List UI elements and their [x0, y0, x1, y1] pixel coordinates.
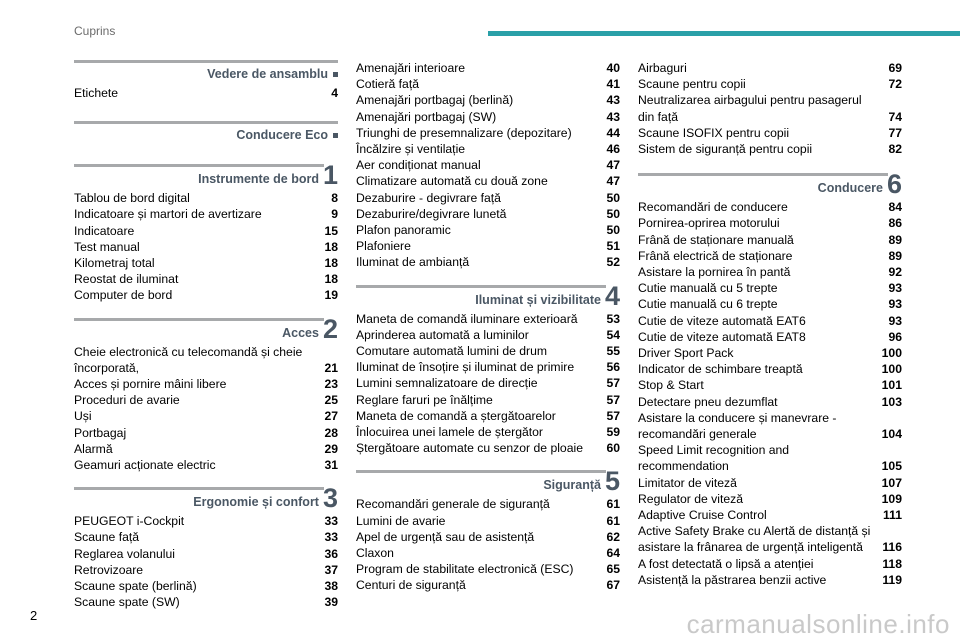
toc-entry[interactable] [638, 426, 902, 442]
section-heading [638, 169, 902, 200]
section-heading [356, 466, 620, 497]
toc-entry[interactable] [74, 376, 338, 392]
toc-entry-page: 33 [324, 530, 338, 545]
toc-entry-page: 18 [324, 256, 338, 271]
toc-entry-page: 31 [324, 458, 338, 473]
toc-entry[interactable] [74, 344, 338, 360]
toc-entry[interactable] [74, 255, 338, 271]
toc-entry[interactable] [74, 239, 338, 255]
toc-entry-label: asistare la frânarea de urgență inteligentă [638, 540, 863, 555]
toc-section [356, 60, 620, 271]
toc-entry-label: Scaune ISOFIX pentru copii [638, 125, 790, 140]
toc-entry-page: 25 [324, 393, 338, 408]
toc-entry-label: Uși [74, 409, 92, 424]
section-title: Ergonomie și confort [193, 495, 319, 510]
toc-entry-page: 116 [882, 540, 902, 555]
page-number: 2 [30, 608, 38, 623]
toc-entry[interactable] [74, 287, 338, 303]
section-heading [356, 280, 620, 311]
toc-entry[interactable] [356, 254, 620, 270]
toc-entry-label: Climatizare automată cu două zone [356, 174, 548, 189]
toc-entry[interactable] [638, 361, 902, 377]
toc-entry[interactable] [638, 199, 902, 215]
toc-entry-page: 54 [606, 327, 620, 342]
toc-column-1 [74, 60, 338, 610]
toc-entry-label: Recomandări generale de siguranță [356, 497, 550, 512]
toc-entry-label: Asistență la păstrarea benzii active [638, 572, 827, 587]
toc-entry-page: 67 [606, 578, 620, 593]
toc-entry-label: Amenajări portbagaj (berlină) [356, 93, 514, 108]
toc-entry-label: Portbagaj [74, 425, 127, 440]
toc-entry-label: Triunghi de presemnalizare (depozitare) [356, 125, 572, 140]
toc-entry[interactable] [638, 345, 902, 361]
toc-entry-label: Sistem de siguranță pentru copii [638, 142, 813, 157]
toc-entry-page: 50 [606, 223, 620, 238]
toc-entry[interactable] [638, 475, 902, 491]
section-heading [74, 483, 338, 514]
toc-entry[interactable] [356, 190, 620, 206]
toc-entry[interactable] [638, 92, 902, 108]
toc-entry-page: 111 [883, 508, 902, 523]
toc-entry-list [74, 190, 338, 303]
toc-entry-page: 4 [331, 86, 338, 100]
toc-entry[interactable] [74, 425, 338, 441]
toc-entry[interactable] [638, 377, 902, 393]
section-heading [74, 60, 338, 85]
toc-entry-page: 119 [882, 572, 902, 587]
toc-entry-label: Plafon panoramic [356, 223, 451, 238]
section-heading [74, 121, 338, 146]
toc-entry[interactable] [74, 441, 338, 457]
toc-entry-page: 19 [324, 288, 338, 303]
section-title: Conducere [817, 181, 883, 196]
toc-entry[interactable] [356, 125, 620, 141]
toc-entry-label: Program de stabilitate electronică (ESC) [356, 562, 574, 577]
toc-entry-page: 61 [606, 497, 620, 512]
toc-entry[interactable] [74, 594, 338, 610]
toc-entry[interactable] [356, 496, 620, 512]
toc-entry[interactable] [74, 206, 338, 222]
toc-entry-list [356, 60, 620, 271]
toc-entry-label: Limitator de viteză [638, 475, 737, 490]
toc-entry-label: Regulator de viteză [638, 491, 744, 506]
section-number: 3 [322, 483, 338, 514]
section-number: 2 [322, 313, 338, 344]
toc-entry[interactable] [638, 264, 902, 280]
toc-entry-page: 101 [881, 378, 902, 393]
section-number: 6 [886, 169, 902, 200]
toc-entry[interactable] [74, 223, 338, 239]
toc-entry-label: Aer condiționat manual [356, 158, 481, 173]
toc-entry-page: 9 [331, 207, 338, 222]
toc-entry-label: Acces și pornire mâini libere [74, 377, 227, 392]
toc-entry-page: 62 [606, 529, 620, 544]
toc-entry-label: Cotieră față [356, 77, 420, 92]
toc-entry-page: 89 [888, 248, 902, 263]
toc-entry[interactable] [356, 513, 620, 529]
toc-entry[interactable] [356, 343, 620, 359]
toc-entry-page: 61 [606, 513, 620, 528]
toc-entry[interactable] [638, 296, 902, 312]
toc-entry-label: Recomandări de conducere [638, 200, 788, 215]
toc-entry-label: Cheie electronică cu telecomandă și cheie [74, 344, 303, 359]
toc-entry-page: 50 [606, 206, 620, 221]
toc-entry-label: Geamuri acționate electric [74, 458, 216, 473]
toc-entry-page: 53 [606, 311, 620, 326]
toc-entry-page: 64 [606, 546, 620, 561]
toc-entry[interactable] [638, 556, 902, 572]
toc-entry-label: Kilometraj total [74, 256, 155, 271]
toc-entry-page: 40 [606, 61, 620, 75]
toc-entry-list [638, 60, 902, 157]
toc-entry-page: 8 [331, 191, 338, 206]
toc-entry-label: Ștergătoare automate cu senzor de ploaie [356, 441, 583, 456]
toc-entry-page: 60 [606, 441, 620, 456]
page-header-title: Cuprins [74, 24, 116, 38]
toc-entry-label: Stop & Start [638, 378, 704, 393]
toc-entry-label: Amenajări interioare [356, 61, 466, 75]
toc-entry[interactable] [356, 311, 620, 327]
toc-entry-page: 96 [888, 329, 902, 344]
toc-entry[interactable] [356, 157, 620, 173]
toc-entry-label: recommendation [638, 459, 729, 474]
toc-entry-label: Etichete [74, 86, 119, 100]
toc-entry-list [74, 513, 338, 610]
toc-entry-list [356, 496, 620, 593]
toc-entry[interactable] [356, 92, 620, 108]
toc-entry-label: Maneta de comandă iluminare exterioară [356, 311, 578, 326]
toc-entry-label: Apel de urgență sau de asistență [356, 529, 535, 544]
toc-entry[interactable] [74, 529, 338, 545]
toc-entry-page: 59 [606, 425, 620, 440]
toc-entry[interactable] [74, 457, 338, 473]
toc-entry-page: 72 [888, 77, 902, 92]
toc-entry-label: Cutie manuală cu 6 trepte [638, 297, 778, 312]
toc-entry-page: 38 [324, 579, 338, 594]
toc-entry[interactable] [356, 60, 620, 76]
toc-entry-page: 55 [606, 344, 620, 359]
toc-entry-page: 50 [606, 190, 620, 205]
section-rule [74, 121, 338, 124]
toc-entry[interactable] [356, 440, 620, 456]
toc-entry-page: 29 [324, 441, 338, 456]
toc-entry-list [356, 311, 620, 457]
toc-entry[interactable] [356, 577, 620, 593]
toc-entry-list [638, 199, 902, 588]
toc-entry-label: Lumini semnalizatoare de direcție [356, 376, 538, 391]
toc-entry-page: 44 [606, 125, 620, 140]
toc-entry-label: din față [638, 109, 678, 124]
header-accent-bar [488, 31, 960, 36]
toc-entry-label: Claxon [356, 546, 394, 561]
toc-entry-label: Adaptive Cruise Control [638, 508, 767, 523]
section-heading [74, 160, 338, 191]
toc-entry-label: Indicatoare și martori de avertizare [74, 207, 262, 222]
toc-entry-label: încorporată, [74, 360, 140, 375]
section-number: 1 [322, 160, 338, 191]
toc-entry-page: 39 [324, 595, 338, 610]
section-number: 4 [604, 280, 620, 311]
toc-entry-label: Indicator de schimbare treaptă [638, 362, 803, 377]
toc-entry[interactable] [638, 523, 902, 539]
toc-entry-page: 104 [881, 427, 902, 442]
toc-entry-label: PEUGEOT i-Cockpit [74, 514, 185, 529]
toc-entry-label: A fost detectată o lipsă a atenției [638, 556, 814, 571]
section-title: Siguranță [543, 478, 601, 493]
section-square-icon [333, 72, 338, 77]
toc-entry-page: 84 [888, 200, 902, 215]
toc-entry[interactable] [356, 222, 620, 238]
toc-entry-label: Maneta de comandă a ștergătoarelor [356, 408, 556, 423]
toc-entry-page: 89 [888, 232, 902, 247]
toc-entry-page: 77 [888, 125, 902, 140]
toc-entry[interactable] [638, 394, 902, 410]
toc-entry-label: Driver Sport Pack [638, 346, 734, 361]
toc-entry[interactable] [638, 539, 902, 555]
toc-entry[interactable] [356, 109, 620, 125]
toc-entry-page: 41 [606, 77, 620, 92]
toc-entry[interactable] [638, 232, 902, 248]
toc-entry[interactable] [638, 141, 902, 157]
toc-entry-label: Reostat de iluminat [74, 272, 179, 287]
toc-entry[interactable] [356, 545, 620, 561]
toc-entry-label: Retrovizoare [74, 562, 144, 577]
toc-entry-page: 27 [324, 409, 338, 424]
toc-section [74, 121, 338, 146]
toc-entry[interactable] [356, 173, 620, 189]
toc-entry-page: 74 [888, 109, 902, 124]
toc-entry[interactable] [638, 280, 902, 296]
toc-entry[interactable] [74, 360, 338, 376]
toc-entry-page: 69 [888, 61, 902, 75]
toc-entry-page: 23 [324, 377, 338, 392]
section-title: Instrumente de bord [198, 172, 319, 187]
toc-entry-label: recomandări generale [638, 427, 757, 442]
toc-entry[interactable] [356, 76, 620, 92]
toc-entry-page: 43 [606, 93, 620, 108]
toc-entry-label: Tablou de bord digital [74, 191, 190, 206]
toc-entry-label: Proceduri de avarie [74, 393, 180, 408]
toc-section [74, 483, 338, 610]
toc-column-3 [638, 60, 902, 588]
toc-entry[interactable] [74, 408, 338, 424]
toc-entry-label: Computer de bord [74, 288, 173, 303]
toc-entry[interactable] [356, 375, 620, 391]
toc-entry[interactable] [638, 458, 902, 474]
toc-entry-page: 107 [881, 475, 902, 490]
toc-entry-label: Scaune spate (berlină) [74, 579, 197, 594]
section-heading [74, 313, 338, 344]
toc-section [638, 169, 902, 588]
toc-entry[interactable] [356, 206, 620, 222]
toc-entry[interactable] [638, 572, 902, 588]
toc-entry[interactable] [638, 76, 902, 92]
section-title: Iluminat și vizibilitate [475, 292, 601, 307]
toc-entry-page: 47 [606, 158, 620, 173]
toc-entry-label: Test manual [74, 239, 140, 254]
toc-entry[interactable] [638, 491, 902, 507]
toc-entry-page: 21 [324, 360, 338, 375]
toc-section [638, 60, 902, 157]
section-title: Conducere Eco [236, 128, 328, 143]
toc-entry[interactable] [74, 392, 338, 408]
toc-entry-label: Amenajări portbagaj (SW) [356, 109, 497, 124]
toc-entry-label: Scaune spate (SW) [74, 595, 180, 610]
toc-entry-label: Încălzire și ventilație [356, 142, 466, 157]
toc-entry-label: Aprinderea automată a luminilor [356, 327, 529, 342]
section-square-icon [333, 133, 338, 138]
toc-entry-page: 100 [881, 346, 902, 361]
toc-entry[interactable] [74, 562, 338, 578]
toc-entry-label: Iluminat de însoțire și iluminat de primire [356, 360, 575, 375]
toc-entry-label: Active Safety Brake cu Alertă de distanță și [638, 524, 871, 539]
toc-entry-label: Centuri de siguranță [356, 578, 466, 593]
toc-entry[interactable] [74, 578, 338, 594]
toc-entry[interactable] [356, 327, 620, 343]
toc-entry-page: 103 [881, 394, 902, 409]
toc-entry-page: 93 [888, 313, 902, 328]
toc-entry[interactable] [356, 529, 620, 545]
section-title: Acces [282, 325, 319, 340]
toc-entry-label: Indicatoare [74, 223, 135, 238]
toc-entry-list [74, 344, 338, 474]
toc-entry[interactable] [638, 125, 902, 141]
toc-entry-label: Cutie de viteze automată EAT8 [638, 329, 806, 344]
toc-entry-page: 33 [324, 514, 338, 529]
toc-entry-label: Cutie de viteze automată EAT6 [638, 313, 806, 328]
toc-entry[interactable] [356, 359, 620, 375]
toc-entry[interactable] [638, 109, 902, 125]
toc-entry[interactable] [638, 215, 902, 231]
toc-entry[interactable] [74, 546, 338, 562]
toc-entry-label: Detectare pneu dezumflat [638, 394, 778, 409]
section-title: Vedere de ansamblu [207, 67, 328, 81]
toc-entry-page: 118 [882, 556, 902, 571]
toc-entry-label: Iluminat de ambianță [356, 255, 470, 270]
toc-entry-page: 105 [881, 459, 902, 474]
toc-entry-page: 93 [888, 297, 902, 312]
section-number: 5 [604, 466, 620, 497]
toc-entry[interactable] [638, 248, 902, 264]
toc-entry[interactable] [638, 60, 902, 76]
toc-entry-label: Reglare faruri pe înălțime [356, 392, 493, 407]
toc-entry-page: 57 [606, 376, 620, 391]
watermark: carmanualsonline.info [686, 609, 950, 639]
toc-entry[interactable] [74, 190, 338, 206]
toc-entry-label: Speed Limit recognition and [638, 443, 790, 458]
toc-section [356, 280, 620, 457]
toc-section [74, 60, 338, 101]
toc-entry-label: Comutare automată lumini de drum [356, 344, 548, 359]
toc-entry-page: 28 [324, 425, 338, 440]
toc-entry-label: Plafoniere [356, 239, 411, 254]
toc-entry[interactable] [356, 408, 620, 424]
toc-entry[interactable] [356, 561, 620, 577]
toc-entry-label: Înlocuirea unei lamele de ștergător [356, 425, 543, 440]
toc-entry-label: Reglarea volanului [74, 546, 175, 561]
toc-entry-label: Asistare la pornirea în pantă [638, 265, 791, 280]
toc-entry[interactable] [356, 392, 620, 408]
toc-entry-label: Cutie manuală cu 5 trepte [638, 281, 778, 296]
toc-entry-page: 57 [606, 408, 620, 423]
toc-entry[interactable] [74, 85, 338, 101]
toc-entry-label: Neutralizarea airbagului pentru pasagerul [638, 93, 862, 108]
toc-entry[interactable] [638, 442, 902, 458]
toc-entry[interactable] [638, 329, 902, 345]
toc-entry-page: 51 [606, 239, 620, 254]
toc-entry-page: 86 [888, 216, 902, 231]
toc-entry-page: 18 [324, 239, 338, 254]
toc-section [356, 466, 620, 593]
toc-entry-page: 109 [881, 491, 902, 506]
toc-entry-page: 36 [324, 546, 338, 561]
toc-entry-page: 15 [324, 223, 338, 238]
toc-entry[interactable] [74, 513, 338, 529]
toc-entry[interactable] [638, 507, 902, 523]
toc-entry[interactable] [356, 238, 620, 254]
toc-entry-page: 100 [881, 362, 902, 377]
toc-entry[interactable] [638, 313, 902, 329]
toc-entry-label: Dezaburire/degivrare lunetă [356, 206, 507, 221]
toc-entry-page: 46 [606, 142, 620, 157]
toc-entry-label: Alarmă [74, 441, 113, 456]
toc-entry[interactable] [356, 424, 620, 440]
toc-entry-label: Asistare la conducere și manevrare - [638, 410, 837, 425]
toc-entry-list [74, 85, 338, 101]
toc-entry-label: Airbaguri [638, 61, 687, 75]
toc-entry-page: 93 [888, 281, 902, 296]
toc-section [74, 313, 338, 474]
toc-entry-label: Frână electrică de staționare [638, 248, 793, 263]
toc-entry-page: 65 [606, 562, 620, 577]
toc-entry-page: 37 [324, 562, 338, 577]
toc-entry[interactable] [638, 410, 902, 426]
toc-entry-page: 56 [606, 360, 620, 375]
toc-entry-page: 43 [606, 109, 620, 124]
toc-entry-label: Pornirea-oprirea motorului [638, 216, 780, 231]
toc-entry-page: 92 [888, 265, 902, 280]
toc-entry-page: 18 [324, 272, 338, 287]
toc-entry-label: Scaune față [74, 530, 140, 545]
toc-entry-label: Lumini de avarie [356, 513, 446, 528]
toc-entry-label: Scaune pentru copii [638, 77, 746, 92]
section-rule [74, 60, 338, 63]
toc-entry-page: 82 [888, 142, 902, 157]
toc-entry-label: Dezaburire - degivrare față [356, 190, 501, 205]
toc-column-2 [356, 60, 620, 594]
toc-entry-page: 57 [606, 392, 620, 407]
toc-entry-page: 47 [606, 174, 620, 189]
toc-entry-label: Frână de staționare manuală [638, 232, 794, 247]
toc-entry[interactable] [356, 141, 620, 157]
toc-entry[interactable] [74, 271, 338, 287]
toc-entry-page: 52 [606, 255, 620, 270]
toc-section [74, 160, 338, 303]
